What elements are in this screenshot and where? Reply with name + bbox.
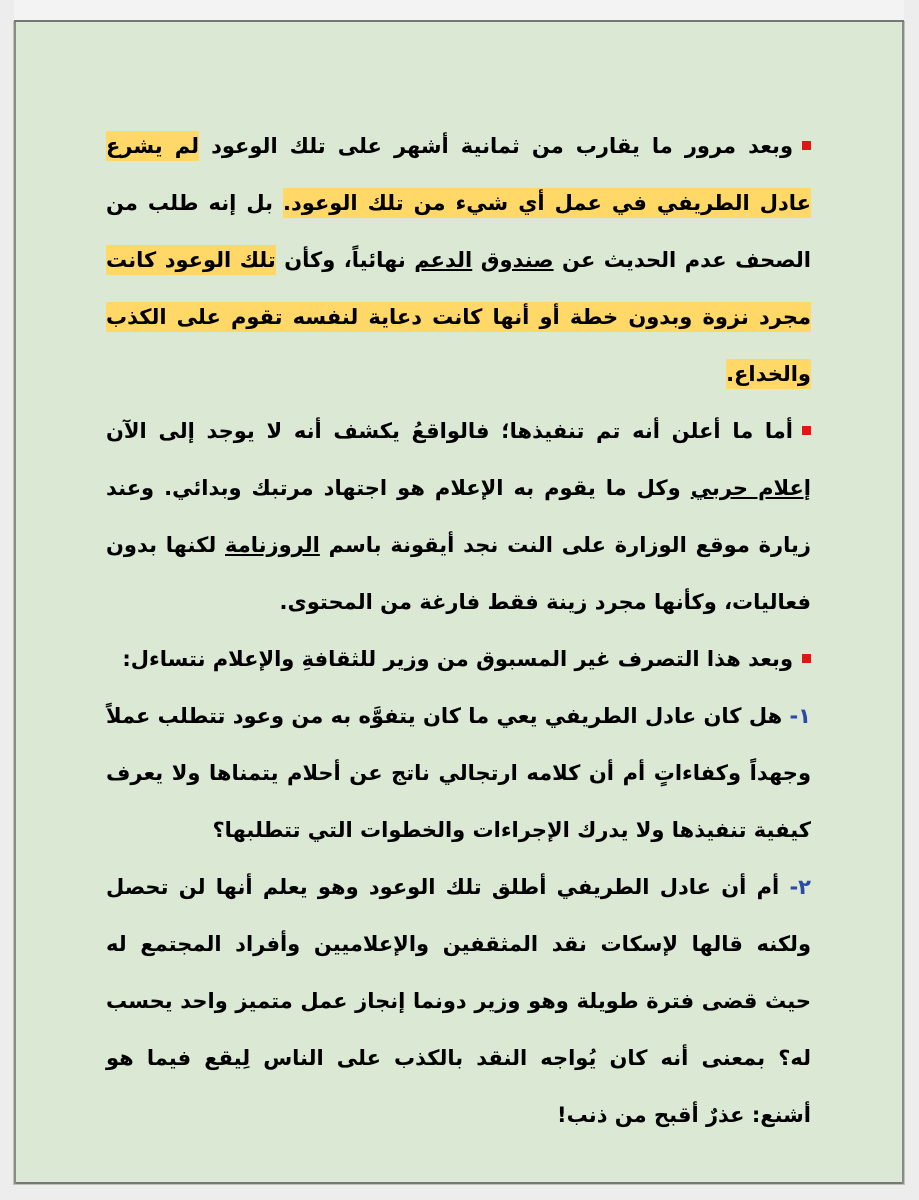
highlighted-text: لم يشرع عادل الطريفي في عمل أي شيء من تلك الوعود. (106, 131, 811, 218)
text-run: لكنها بدون فعاليات، وكأنها مجرد زينة فقط فارغة من المحتوى. (106, 533, 811, 614)
highlighted-text: تلك الوعود كانت مجرد نزوة وبدون خطة أو أنها كانت دعاية لنفسه تقوم على الكذب والخداع. (106, 245, 811, 389)
document-body (106, 118, 811, 1144)
underlined-text: إعلام حربي (690, 476, 811, 500)
page-top-border (14, 20, 904, 22)
text-run: أما ما أعلن أنه تم تنفيذها؛ فالواقعُ يكشف أنه لا يوجد إلى الآن (106, 419, 793, 443)
paragraph (106, 859, 811, 1144)
text-run: أم أن عادل الطريفي أطلق تلك الوعود وهو يعلم أنها لن تحصل ولكنه قالها لإسكات نقد المثقفين والإعلاميين وأفراد المجتمع له حيث قضى فترة طويلة وهو وزير دونما إنجاز عمل متميز واحد يحسب له؟ بمعنى أنه كان يُواجه النقد بالكذب على الناس لِيقع فيما هو أشنع: عذرٌ أقبح من ذنب! (106, 875, 811, 1127)
text-run (472, 248, 480, 272)
underlined-text: الدعم (414, 248, 473, 272)
bullet-square-icon (802, 141, 811, 150)
page-bottom-border (14, 1182, 904, 1184)
page-left-border (14, 22, 16, 1184)
text-run: هل كان عادل الطريفي يعي ما كان يتفوَّه به من وعود تتطلب عملاً وجهداً وكفاءاتٍ أم أن كلامه ارتجالي ناتج عن أحلام يتمناها ولا يعرف كيفية تنفيذها ولا يدرك الإجراءات والخطوات التي تتطلبها؟ (106, 704, 811, 842)
text-run: بل إنه طلب من الصحف عدم الحديث عن (106, 191, 811, 272)
text-run: نهائياً، وكأن (275, 248, 415, 272)
text-run: وكل ما يقوم به الإعلام هو اجتهاد مرتبك وبدائي. وعند زيارة موقع الوزارة على النت نجد أيقونة باسم (106, 476, 811, 557)
paragraph (106, 688, 811, 859)
page-right-border (902, 22, 904, 1184)
paragraph (106, 403, 811, 631)
underlined-text: الروزنامة (225, 533, 320, 557)
bullet-square-icon (802, 426, 811, 435)
bullet-square-icon (802, 654, 811, 663)
list-number: ١- (789, 704, 811, 728)
paragraph (106, 118, 811, 403)
list-number: ٢- (789, 875, 811, 899)
underlined-text: صندوق (480, 248, 554, 272)
page-top-margin (14, 0, 904, 22)
paragraph (106, 631, 811, 688)
text-run: وبعد مرور ما يقارب من ثمانية أشهر على تلك الوعود (199, 134, 793, 158)
text-run: وبعد هذا التصرف غير المسبوق من وزير للثقافةِ والإعلام نتساءل: (122, 647, 793, 671)
